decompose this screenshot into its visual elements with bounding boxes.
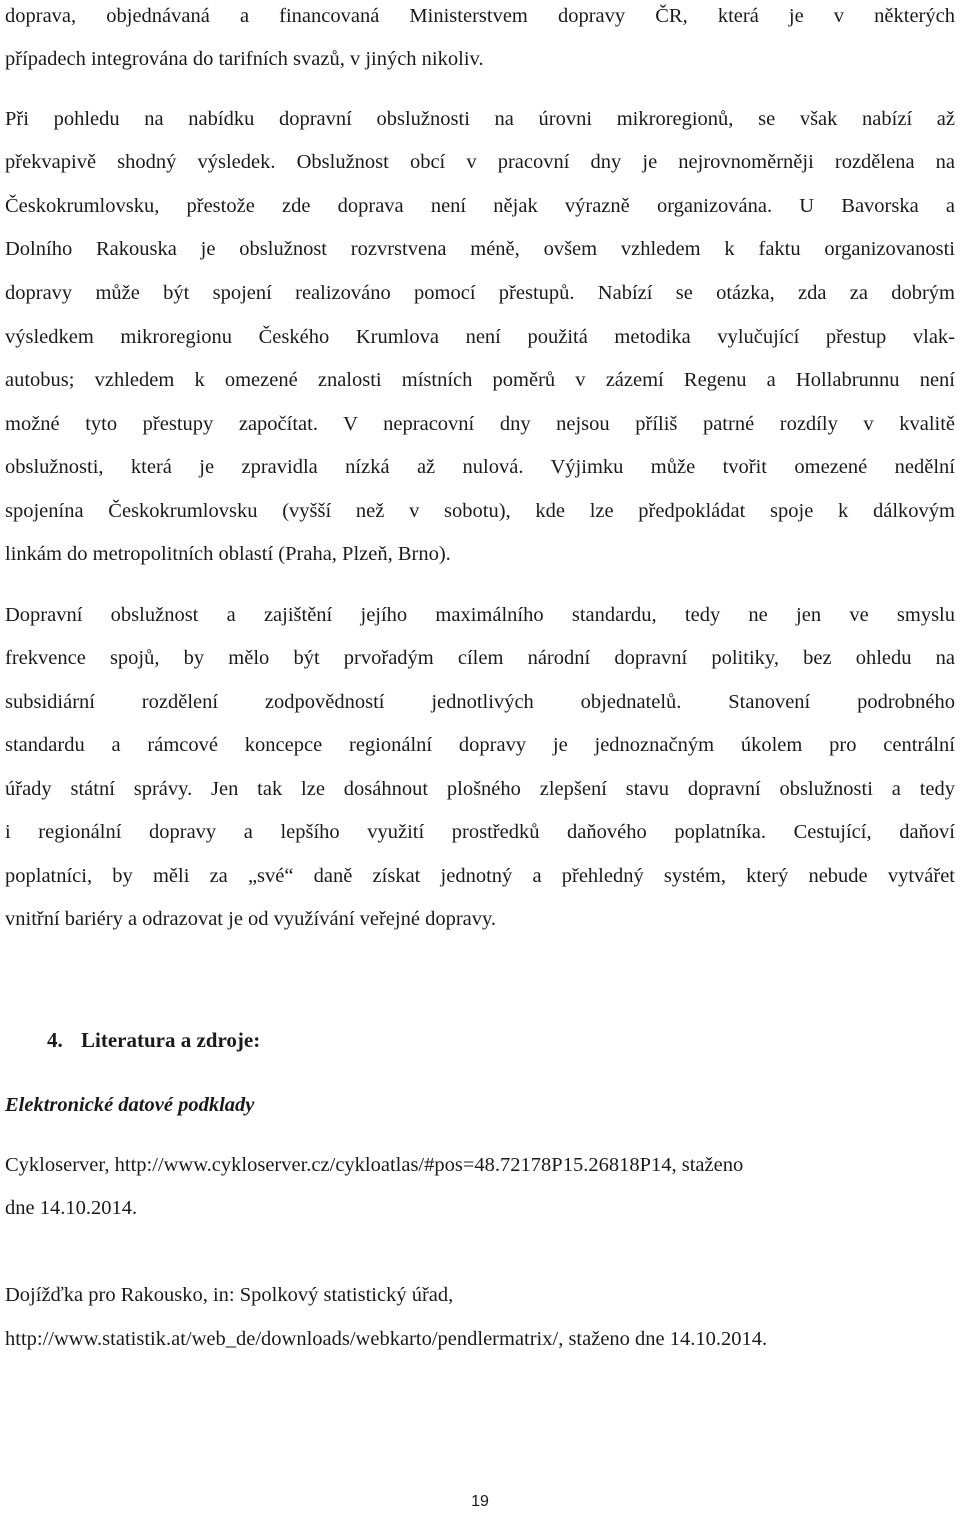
text-line: obslužnosti, která je zpravidla nízká až nulová. Výjimku může tvořit omezené nedělní: [5, 456, 955, 478]
text-line: Dopravní obslužnost a zajištění jejího maximálního standardu, tedy ne jen ve smyslu: [5, 604, 955, 626]
text-line: Dojížďka pro Rakousko, in: Spolkový statistický úřad,: [5, 1284, 454, 1306]
text-line: frekvence spojů, by mělo být prvořadým cílem národní dopravní politiky, bez ohledu na: [5, 647, 955, 669]
section-title: Literatura a zdroje:: [81, 1028, 261, 1052]
section-heading: [47, 1026, 260, 1054]
text-line: spojenína Českokrumlovsku (vyšší než v sobotu), kde lze předpokládat spoje k dálkovým: [5, 500, 955, 522]
text-line: http://www.statistik.at/web_de/downloads/webkarto/pendlermatrix/, staženo dne 14.10.2014.: [5, 1328, 768, 1350]
text-line: Dolního Rakouska je obslužnost rozvrstvena méně, ovšem vzhledem k faktu organizovanosti: [5, 238, 955, 260]
subsection-heading: Elektronické datové podklady: [5, 1094, 255, 1116]
text-line: subsidiární rozdělení zodpovědností jednotlivých objednatelů. Stanovení podrobného: [5, 691, 955, 713]
text-line: Při pohledu na nabídku dopravní obslužnosti na úrovni mikroregionů, se však nabízí až: [5, 108, 955, 130]
text-line: doprava, objednávaná a financovaná Ministerstvem dopravy ČR, která je v některých: [5, 5, 955, 27]
text-line: výsledkem mikroregionu Českého Krumlova není použitá metodika vylučující přestup vlak-: [5, 326, 955, 348]
text-line: i regionální dopravy a lepšího využití prostředků daňového poplatníka. Cestující, daňoví: [5, 821, 955, 843]
text-line: linkám do metropolitních oblastí (Praha, Plzeň, Brno).: [5, 543, 451, 565]
text-line: autobus; vzhledem k omezené znalosti místních poměrů v zázemí Regenu a Hollabrunnu není: [5, 369, 955, 391]
text-line: standardu a rámcové koncepce regionální dopravy je jednoznačným úkolem pro centrální: [5, 734, 955, 756]
text-line: dne 14.10.2014.: [5, 1197, 138, 1219]
text-line: překvapivě shodný výsledek. Obslužnost obcí v pracovní dny je nejrovnoměrněji rozdělena na: [5, 151, 955, 173]
page-number: 19: [471, 1493, 489, 1510]
text-line: dopravy může být spojení realizováno pomocí přestupů. Nabízí se otázka, zda za dobrým: [5, 282, 955, 304]
text-line: poplatníci, by měli za „své“ daně získat jednotný a přehledný systém, který nebude vytvářet: [5, 865, 955, 887]
document-page: [5, 0, 957, 1513]
text-line: úřady státní správy. Jen tak lze dosáhnout plošného zlepšení stavu dopravní obslužnosti a tedy: [5, 778, 955, 800]
text-line: možné tyto přestupy započítat. V nepracovní dny nejsou příliš patrné rozdíly v kvalitě: [5, 413, 955, 435]
text-line: případech integrována do tarifních svazů, v jiných nikoliv.: [5, 48, 484, 70]
text-line: Českokrumlovsku, přestože zde doprava není nějak výrazně organizována. U Bavorska a: [5, 195, 955, 217]
text-line: vnitřní bariéry a odrazovat je od využívání veřejné dopravy.: [5, 908, 497, 930]
text-line: Cykloserver, http://www.cykloserver.cz/cykloatlas/#pos=48.72178P15.26818P14, staženo: [5, 1154, 744, 1176]
section-number: 4.: [47, 1028, 63, 1052]
